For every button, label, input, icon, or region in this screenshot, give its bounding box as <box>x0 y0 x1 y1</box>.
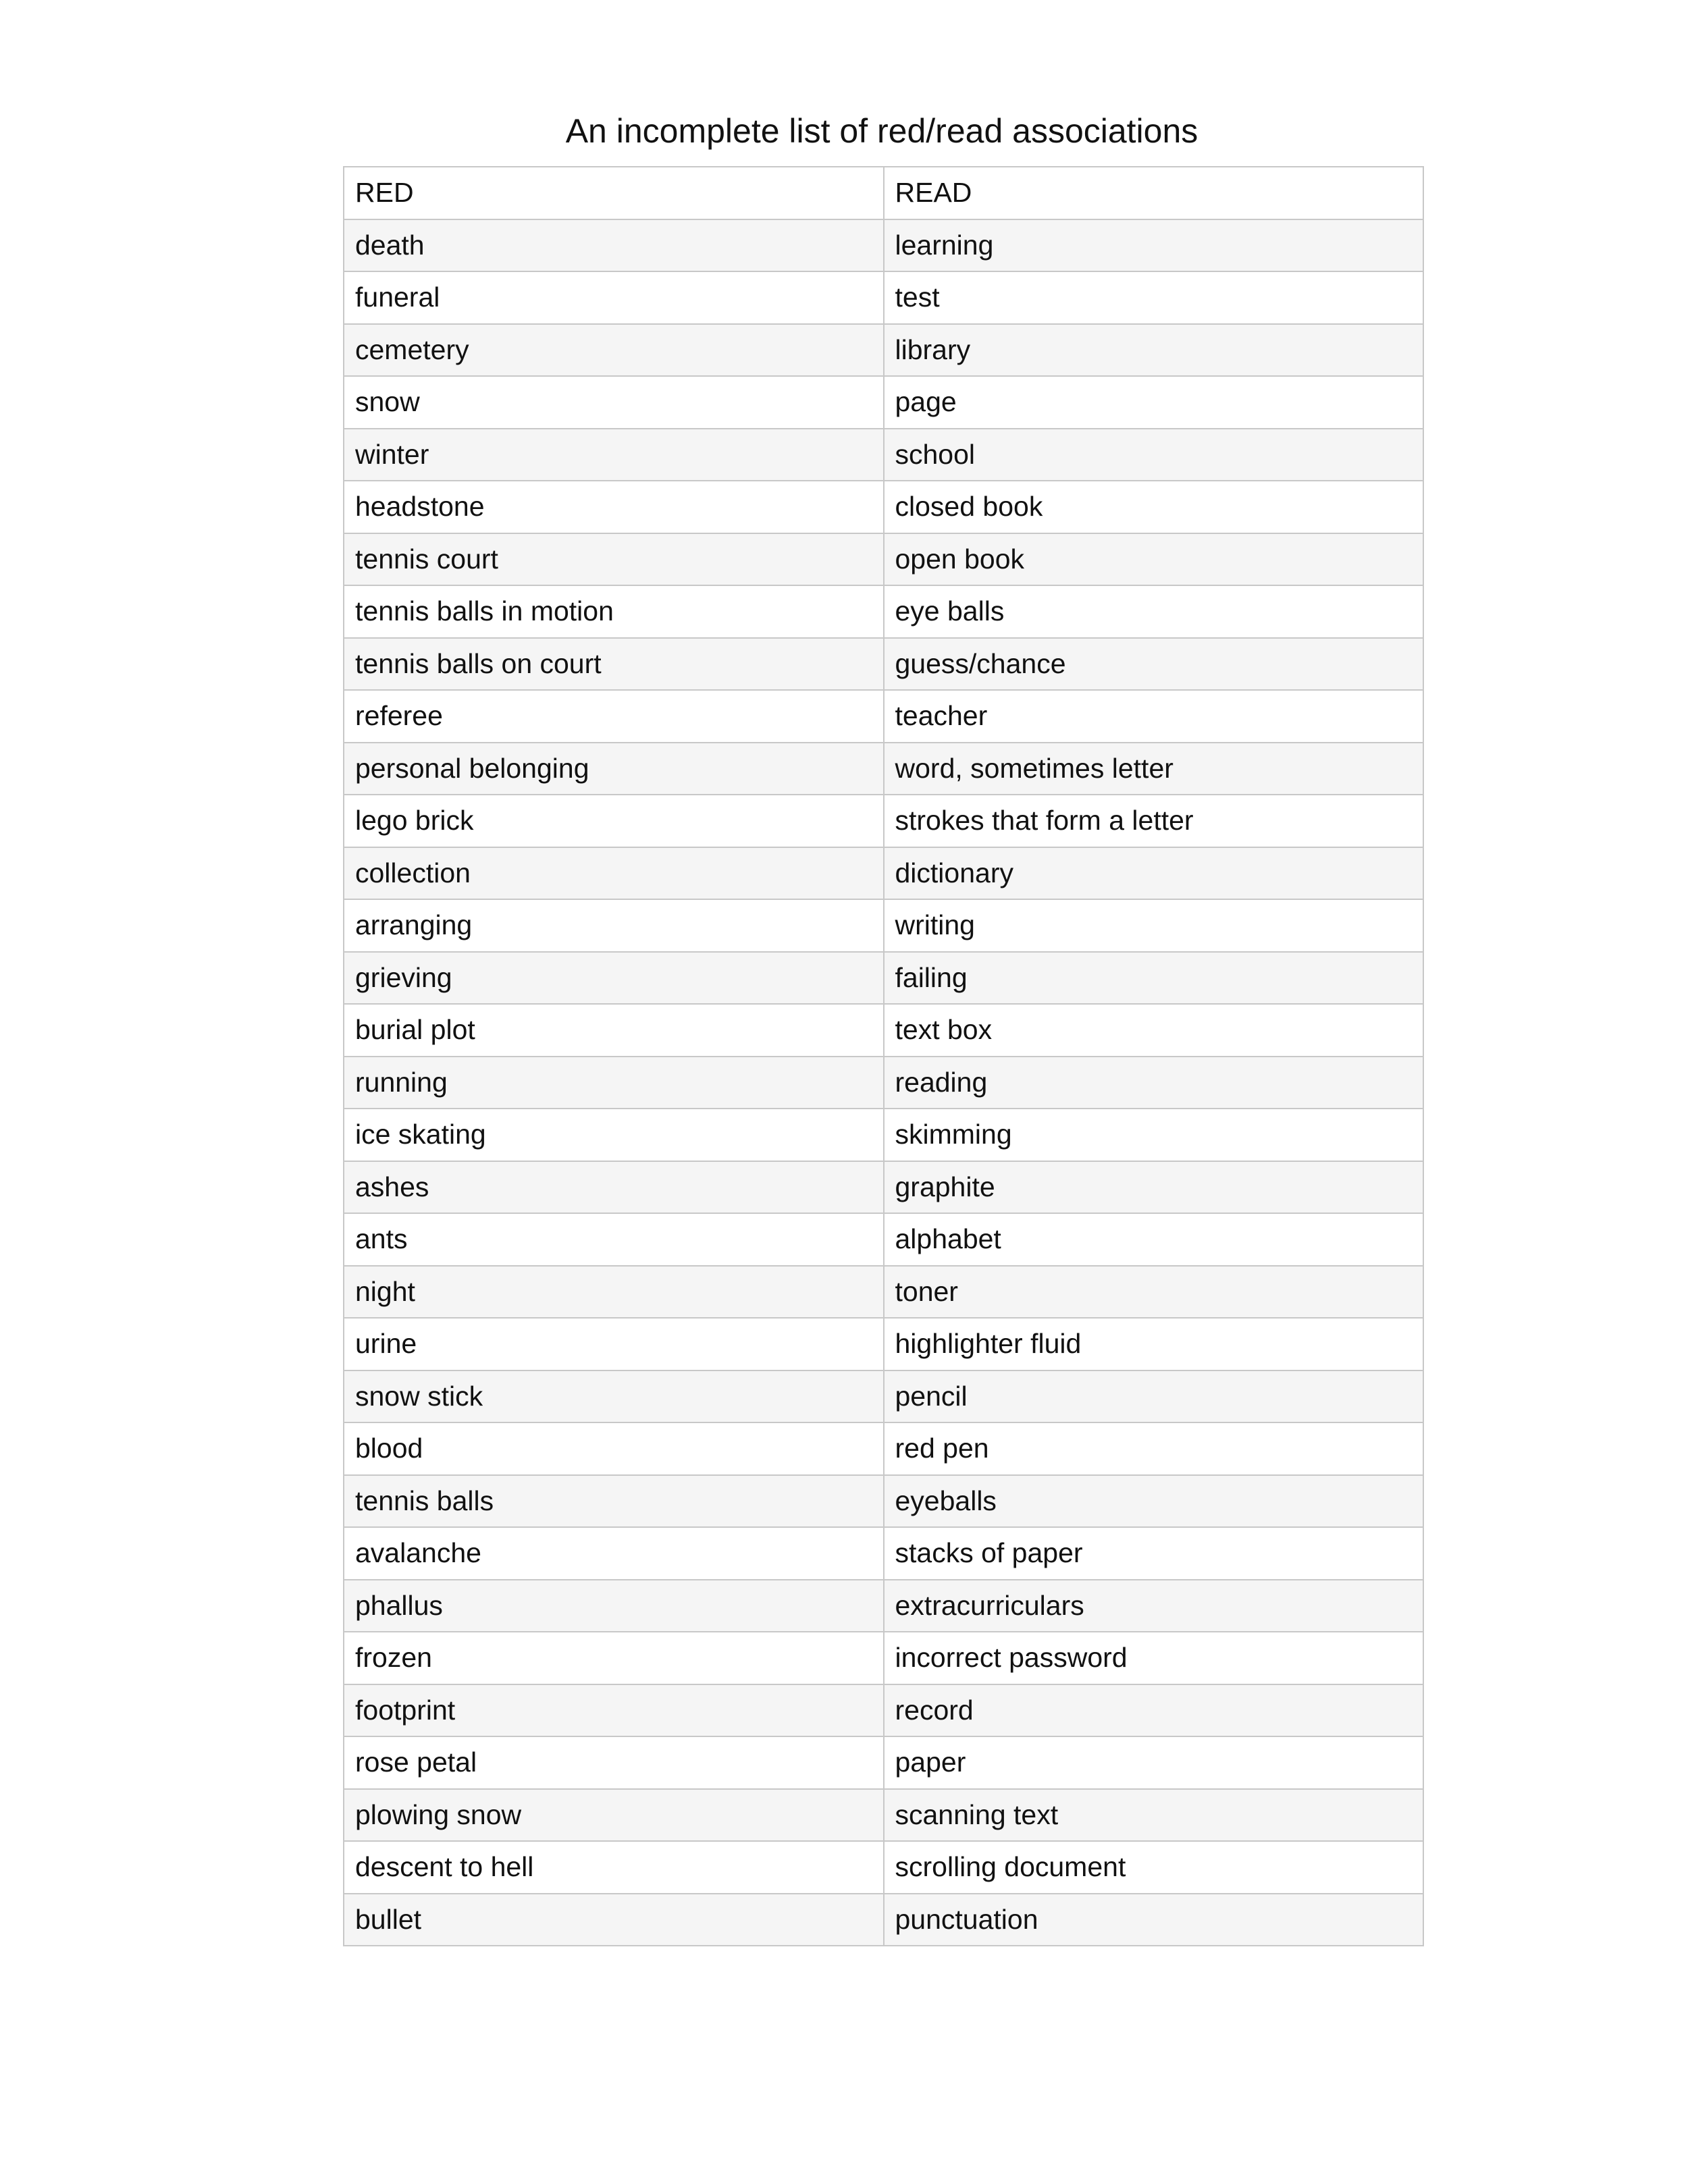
cell-read: paper <box>884 1736 1424 1789</box>
cell-red: running <box>344 1057 884 1109</box>
cell-read: toner <box>884 1266 1424 1319</box>
cell-read: punctuation <box>884 1894 1424 1946</box>
table-row <box>344 481 1423 533</box>
table-row <box>344 1318 1423 1370</box>
cell-red: rose petal <box>344 1736 884 1789</box>
table-row <box>344 324 1423 377</box>
table-row <box>344 1004 1423 1057</box>
cell-read: library <box>884 324 1424 377</box>
cell-red: tennis balls on court <box>344 638 884 691</box>
table-row <box>344 1057 1423 1109</box>
table-row <box>344 533 1423 586</box>
cell-read: record <box>884 1684 1424 1737</box>
table-row <box>344 1789 1423 1842</box>
cell-red: winter <box>344 429 884 481</box>
cell-read: scanning text <box>884 1789 1424 1842</box>
cell-read: highlighter fluid <box>884 1318 1424 1370</box>
table-row <box>344 271 1423 324</box>
table-row <box>344 1370 1423 1423</box>
table-row <box>344 1475 1423 1528</box>
cell-read: reading <box>884 1057 1424 1109</box>
table-row <box>344 1266 1423 1319</box>
table-row <box>344 376 1423 429</box>
table-row <box>344 743 1423 795</box>
table-row <box>344 638 1423 691</box>
cell-red: personal belonging <box>344 743 884 795</box>
cell-read: teacher <box>884 690 1424 743</box>
table-row <box>344 1527 1423 1580</box>
cell-red: frozen <box>344 1632 884 1684</box>
cell-read: alphabet <box>884 1213 1424 1266</box>
table-row <box>344 1422 1423 1475</box>
cell-red: funeral <box>344 271 884 324</box>
cell-red: headstone <box>344 481 884 533</box>
column-header-red: RED <box>344 167 884 219</box>
cell-read: pencil <box>884 1370 1424 1423</box>
table-row <box>344 1213 1423 1266</box>
cell-read: skimming <box>884 1109 1424 1161</box>
cell-red: tennis court <box>344 533 884 586</box>
cell-read: eyeballs <box>884 1475 1424 1528</box>
cell-read: test <box>884 271 1424 324</box>
cell-read: learning <box>884 219 1424 272</box>
cell-red: phallus <box>344 1580 884 1632</box>
cell-read: scrolling document <box>884 1841 1424 1894</box>
cell-red: ants <box>344 1213 884 1266</box>
table-row <box>344 1894 1423 1946</box>
cell-read: text box <box>884 1004 1424 1057</box>
cell-red: referee <box>344 690 884 743</box>
cell-red: lego brick <box>344 795 884 847</box>
cell-read: word, sometimes letter <box>884 743 1424 795</box>
cell-red: tennis balls in motion <box>344 585 884 638</box>
cell-read: graphite <box>884 1161 1424 1214</box>
associations-table <box>343 166 1424 1946</box>
cell-red: tennis balls <box>344 1475 884 1528</box>
cell-red: ashes <box>344 1161 884 1214</box>
cell-red: urine <box>344 1318 884 1370</box>
table-row <box>344 1841 1423 1894</box>
cell-read: stacks of paper <box>884 1527 1424 1580</box>
cell-read: failing <box>884 952 1424 1005</box>
cell-read: school <box>884 429 1424 481</box>
cell-red: snow stick <box>344 1370 884 1423</box>
page-title: An incomplete list of red/read associations <box>565 112 1198 150</box>
table-row <box>344 1580 1423 1632</box>
cell-read: red pen <box>884 1422 1424 1475</box>
cell-read: open book <box>884 533 1424 586</box>
table-body <box>344 219 1423 1946</box>
table-row <box>344 219 1423 272</box>
column-header-read: READ <box>884 167 1424 219</box>
table-row <box>344 429 1423 481</box>
cell-read: dictionary <box>884 847 1424 900</box>
table-row <box>344 952 1423 1005</box>
cell-red: burial plot <box>344 1004 884 1057</box>
cell-read: closed book <box>884 481 1424 533</box>
cell-red: collection <box>344 847 884 900</box>
table-row <box>344 690 1423 743</box>
cell-read: page <box>884 376 1424 429</box>
table-row <box>344 795 1423 847</box>
cell-red: descent to hell <box>344 1841 884 1894</box>
cell-read: extracurriculars <box>884 1580 1424 1632</box>
table-header-row <box>344 167 1423 219</box>
table-row <box>344 1736 1423 1789</box>
cell-red: bullet <box>344 1894 884 1946</box>
cell-red: blood <box>344 1422 884 1475</box>
cell-read: eye balls <box>884 585 1424 638</box>
cell-red: cemetery <box>344 324 884 377</box>
table-row <box>344 1632 1423 1684</box>
cell-red: night <box>344 1266 884 1319</box>
cell-red: avalanche <box>344 1527 884 1580</box>
cell-red: arranging <box>344 899 884 952</box>
cell-read: strokes that form a letter <box>884 795 1424 847</box>
cell-read: writing <box>884 899 1424 952</box>
cell-read: guess/chance <box>884 638 1424 691</box>
cell-red: grieving <box>344 952 884 1005</box>
cell-red: death <box>344 219 884 272</box>
cell-red: footprint <box>344 1684 884 1737</box>
table-row <box>344 585 1423 638</box>
cell-red: snow <box>344 376 884 429</box>
cell-read: incorrect password <box>884 1632 1424 1684</box>
table-row <box>344 1109 1423 1161</box>
cell-red: ice skating <box>344 1109 884 1161</box>
cell-red: plowing snow <box>344 1789 884 1842</box>
table-row <box>344 1684 1423 1737</box>
table-row <box>344 899 1423 952</box>
table-row <box>344 847 1423 900</box>
table-row <box>344 1161 1423 1214</box>
